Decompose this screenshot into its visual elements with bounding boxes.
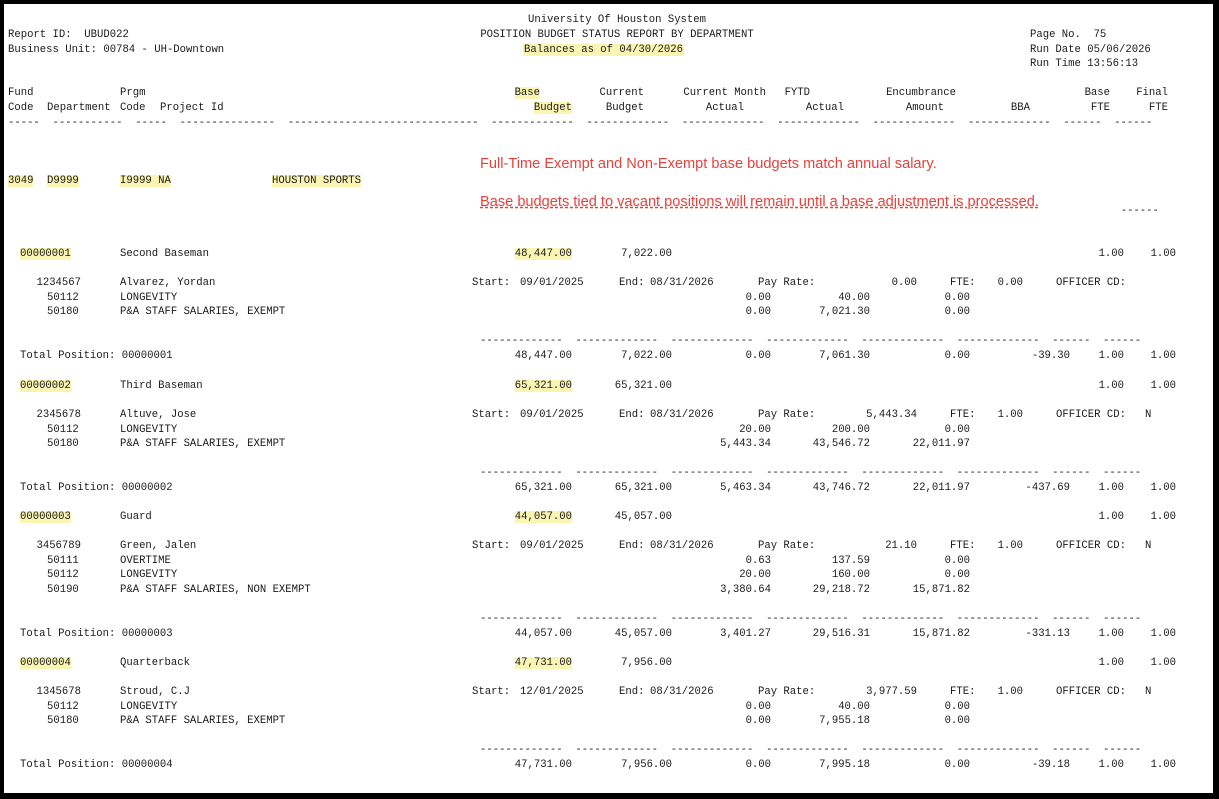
col-current-budget-2: Budget [605,102,644,114]
line-current-month: 3,380.64 [720,583,771,596]
total-final-fte: 1.00 [1150,759,1176,771]
position-current-budget: 45,057.00 [614,511,672,523]
line-encumbrance: 22,011.97 [912,438,970,450]
report-title: POSITION BUDGET STATUS REPORT BY DEPARTMENT [480,29,754,41]
total-base-budget: 44,057.00 [514,628,572,640]
end-date: 08/31/2026 [650,686,714,698]
total-base-fte: 1.00 [1098,482,1124,494]
start-date: 12/01/2025 [520,686,584,698]
account-description: LONGEVITY [120,423,178,436]
total-current-budget: 7,022.00 [621,350,672,362]
col-final-fte-2: FTE [1148,102,1168,114]
position-final-fte: 1.00 [1150,657,1176,669]
end-date: 08/31/2026 [650,277,714,289]
total-position-row-label: Total Position: 00000001 [20,350,173,362]
position-title: Third Baseman [120,380,203,392]
total-position-row-label: Total Position: 00000004 [20,759,173,771]
account-code: 50111 [47,554,79,567]
account-code: 50180 [47,306,79,318]
line-fytd: 7,955.18 [819,715,870,727]
start-label: Start: [472,277,511,289]
fte-label: FTE: [950,277,976,289]
total-position-number: 00000001 [121,350,173,362]
col-encumbrance-1: Encumbrance [886,87,956,99]
start-date: 09/01/2025 [520,277,584,289]
employee-id: 3456789 [36,540,81,552]
officer-cd-label: OFFICER CD: [1056,686,1126,698]
system-name: University Of Houston System [527,14,706,26]
account-description: LONGEVITY [120,569,178,581]
line-fytd: 160.00 [831,569,870,581]
fte-label: FTE: [950,540,976,552]
employee-id: 2345678 [36,409,81,421]
officer-cd-label: OFFICER CD: [1056,277,1126,289]
account-code: 50112 [47,569,79,581]
pay-rate-label: Pay Rate: [758,277,816,289]
position-base-budget: 47,731.00 [514,657,572,669]
line-encumbrance: 0.00 [944,291,970,304]
account-code: 50180 [47,438,79,450]
position-number: 00000004 [20,657,71,669]
line-encumbrance: 0.00 [944,700,970,713]
end-label: End: [619,686,645,698]
total-final-fte: 1.00 [1150,628,1176,640]
position-number: 00000001 [20,248,71,260]
total-separator: ------------- ------------- ------------- ------------- ------------- ------------- ------ ------ [480,335,1142,347]
employee-name: Alvarez, Yordan [120,277,216,289]
position-current-budget: 7,956.00 [621,657,672,669]
line-fytd: 43,546.72 [812,438,870,450]
total-final-fte: 1.00 [1150,482,1176,494]
account-code: 50190 [47,583,79,596]
line-current-month: 0.00 [745,291,771,304]
total-fytd: 43,746.72 [812,482,870,494]
position-final-fte: 1.00 [1150,380,1176,392]
position-base-budget: 44,057.00 [514,511,572,523]
annotation-line-2: Base budgets tied to vacant positions will remain until a base adjustment is processed. [480,194,1039,210]
officer-cd-value: N [1145,686,1152,698]
start-label: Start: [472,540,511,552]
total-current-month: 0.00 [745,350,771,362]
pay-rate-label: Pay Rate: [758,409,816,421]
end-date: 08/31/2026 [650,409,714,421]
account-description: LONGEVITY [120,291,178,304]
fte-value: 0.00 [997,277,1023,289]
total-encumbrance: 0.00 [944,759,970,771]
total-fytd: 29,516.31 [812,628,870,640]
col-fund-1: Fund [8,87,34,99]
col-prgm-1: Prgm [120,87,146,99]
position-number: 00000002 [20,380,71,392]
dept-code: D9999 [47,175,79,187]
dept-name: HOUSTON SPORTS [272,175,362,187]
annotation-line-1: Full-Time Exempt and Non-Exempt base budgets match annual salary. [480,156,937,172]
position-final-fte: 1.00 [1150,511,1176,523]
employee-id: 1234567 [36,277,81,289]
line-current-month: 5,443.34 [720,438,771,450]
officer-cd-label: OFFICER CD: [1056,409,1126,421]
col-fund-2: Code [8,102,34,114]
start-date: 09/01/2025 [520,409,584,421]
total-current-month: 3,401.27 [720,628,771,640]
total-base-fte: 1.00 [1098,628,1124,640]
employee-name: Stroud, C.J [120,686,190,698]
employee-name: Altuve, Jose [120,409,197,421]
employee-name: Green, Jalen [120,540,197,552]
line-encumbrance: 15,871.82 [912,583,970,596]
position-current-budget: 65,321.00 [614,380,672,392]
position-final-fte: 1.00 [1150,248,1176,260]
col-fytd-2: Actual [805,102,844,114]
start-label: Start: [472,686,511,698]
position-current-budget: 7,022.00 [621,248,672,260]
total-current-budget: 45,057.00 [614,628,672,640]
col-encumbrance-2: Amount [905,102,944,114]
officer-cd-value: N [1145,409,1152,421]
end-date: 08/31/2026 [650,540,714,552]
pay-rate-value: 3,977.59 [866,686,917,698]
account-description: OVERTIME [120,554,171,567]
total-fytd: 7,995.18 [819,759,870,771]
employee-id: 1345678 [36,686,81,698]
total-separator: ------------- ------------- ------------- ------------- ------------- ------------- ------ ------ [480,744,1142,756]
total-bba: -39.30 [1031,350,1070,362]
report-page [4,4,1213,793]
col-current-budget-1: Current [599,87,644,99]
total-bba: -437.69 [1025,482,1070,494]
report-id: Report ID: UBUD022 [8,29,129,41]
line-current-month: 20.00 [739,423,771,436]
total-base-budget: 48,447.00 [514,350,572,362]
total-encumbrance: 15,871.82 [912,628,970,640]
line-fytd: 29,218.72 [812,583,870,596]
line-fytd: 40.00 [838,291,870,304]
account-description: P&A STAFF SALARIES, EXEMPT [120,438,286,450]
officer-cd-value: N [1145,540,1152,552]
line-encumbrance: 0.00 [944,306,970,318]
line-fytd: 200.00 [831,423,870,436]
dept-fund: 3049 [8,175,34,187]
fte-label: FTE: [950,409,976,421]
position-title: Second Baseman [120,248,210,260]
officer-cd-label: OFFICER CD: [1056,540,1126,552]
line-encumbrance: 0.00 [944,715,970,727]
pay-rate-value: 21.10 [885,540,917,552]
pay-rate-label: Pay Rate: [758,686,816,698]
total-position-number: 00000003 [121,628,173,640]
dept-program: I9999 NA [120,175,171,187]
position-base-fte: 1.00 [1098,380,1124,392]
total-current-budget: 65,321.00 [614,482,672,494]
end-label: End: [619,409,645,421]
total-current-month: 5,463.34 [720,482,771,494]
run-time: Run Time 13:56:13 [1030,58,1139,70]
total-current-month: 0.00 [745,759,771,771]
account-description: LONGEVITY [120,700,178,713]
total-current-budget: 7,956.00 [621,759,672,771]
fte-value: 1.00 [997,540,1023,552]
position-title: Quarterback [120,657,190,669]
total-separator: ------------- ------------- ------------- ------------- ------------- ------------- ------ ------ [480,467,1142,479]
line-fytd: 7,021.30 [819,306,870,318]
position-base-budget: 65,321.00 [514,380,572,392]
col-prgm-2: Code [120,102,146,114]
total-base-fte: 1.00 [1098,759,1124,771]
end-label: End: [619,277,645,289]
pay-rate-label: Pay Rate: [758,540,816,552]
col-bba: BBA [1010,102,1030,114]
total-separator: ------------- ------------- ------------- ------------- ------------- ------------- ------ ------ [480,613,1142,625]
total-position-number: 00000002 [121,482,173,494]
col-project-id: Project Id [160,102,224,114]
col-base-fte-1: Base [1084,87,1110,99]
total-position-row-label: Total Position: 00000002 [20,482,173,494]
line-encumbrance: 0.00 [944,569,970,581]
pay-rate-value: 0.00 [891,277,917,289]
run-date: Run Date 05/06/2026 [1030,44,1151,56]
account-description: P&A STAFF SALARIES, NON EXEMPT [120,583,311,596]
total-bba: -331.13 [1025,628,1070,640]
position-title: Guard [120,511,152,523]
page-number: Page No. 75 [1030,29,1107,41]
account-code: 50112 [47,700,79,713]
pay-rate-value: 5,443.34 [866,409,917,421]
col-base-budget-1: Base [514,87,540,99]
position-base-fte: 1.00 [1098,511,1124,523]
col-current-month-1: Current Month [683,87,766,99]
total-position-number: 00000004 [121,759,173,771]
total-encumbrance: 0.00 [944,350,970,362]
total-base-budget: 65,321.00 [514,482,572,494]
line-fytd: 137.59 [831,554,870,567]
line-current-month: 0.00 [745,715,771,727]
line-current-month: 20.00 [739,569,771,581]
col-fytd-1: FYTD [784,87,810,99]
annotation-trailing-dashes: ------ [1108,205,1159,217]
end-label: End: [619,540,645,552]
fte-value: 1.00 [997,409,1023,421]
fte-label: FTE: [950,686,976,698]
fte-value: 1.00 [997,686,1023,698]
account-description: P&A STAFF SALARIES, EXEMPT [120,715,286,727]
col-department: Department [47,102,111,114]
header-underline: ----- ----------- ----- --------------- ------------------------------ ------------- ------------- ------------- ------------- ------------- ------------- ------ ------ [8,117,1153,129]
start-date: 09/01/2025 [520,540,584,552]
line-fytd: 40.00 [838,700,870,713]
col-base-budget-2: Budget [533,102,572,114]
balances-as-of: Balances as of 04/30/2026 [524,44,683,56]
business-unit: Business Unit: 00784 - UH-Downtown [8,44,225,56]
position-number: 00000003 [20,511,71,523]
total-encumbrance: 22,011.97 [912,482,970,494]
account-code: 50180 [47,715,79,727]
account-description: P&A STAFF SALARIES, EXEMPT [120,306,286,318]
start-label: Start: [472,409,511,421]
total-final-fte: 1.00 [1150,350,1176,362]
line-current-month: 0.63 [745,554,771,567]
col-final-fte-1: Final [1136,87,1168,99]
total-fytd: 7,061.30 [819,350,870,362]
position-base-fte: 1.00 [1098,657,1124,669]
total-base-fte: 1.00 [1098,350,1124,362]
position-base-fte: 1.00 [1098,248,1124,260]
line-encumbrance: 0.00 [944,423,970,436]
account-code: 50112 [47,291,79,304]
line-encumbrance: 0.00 [944,554,970,567]
line-current-month: 0.00 [745,700,771,713]
line-current-month: 0.00 [745,306,771,318]
total-base-budget: 47,731.00 [514,759,572,771]
position-base-budget: 48,447.00 [514,248,572,260]
col-current-month-2: Actual [705,102,744,114]
total-position-row-label: Total Position: 00000003 [20,628,173,640]
col-base-fte-2: FTE [1090,102,1110,114]
total-bba: -39.18 [1031,759,1070,771]
account-code: 50112 [47,423,79,436]
